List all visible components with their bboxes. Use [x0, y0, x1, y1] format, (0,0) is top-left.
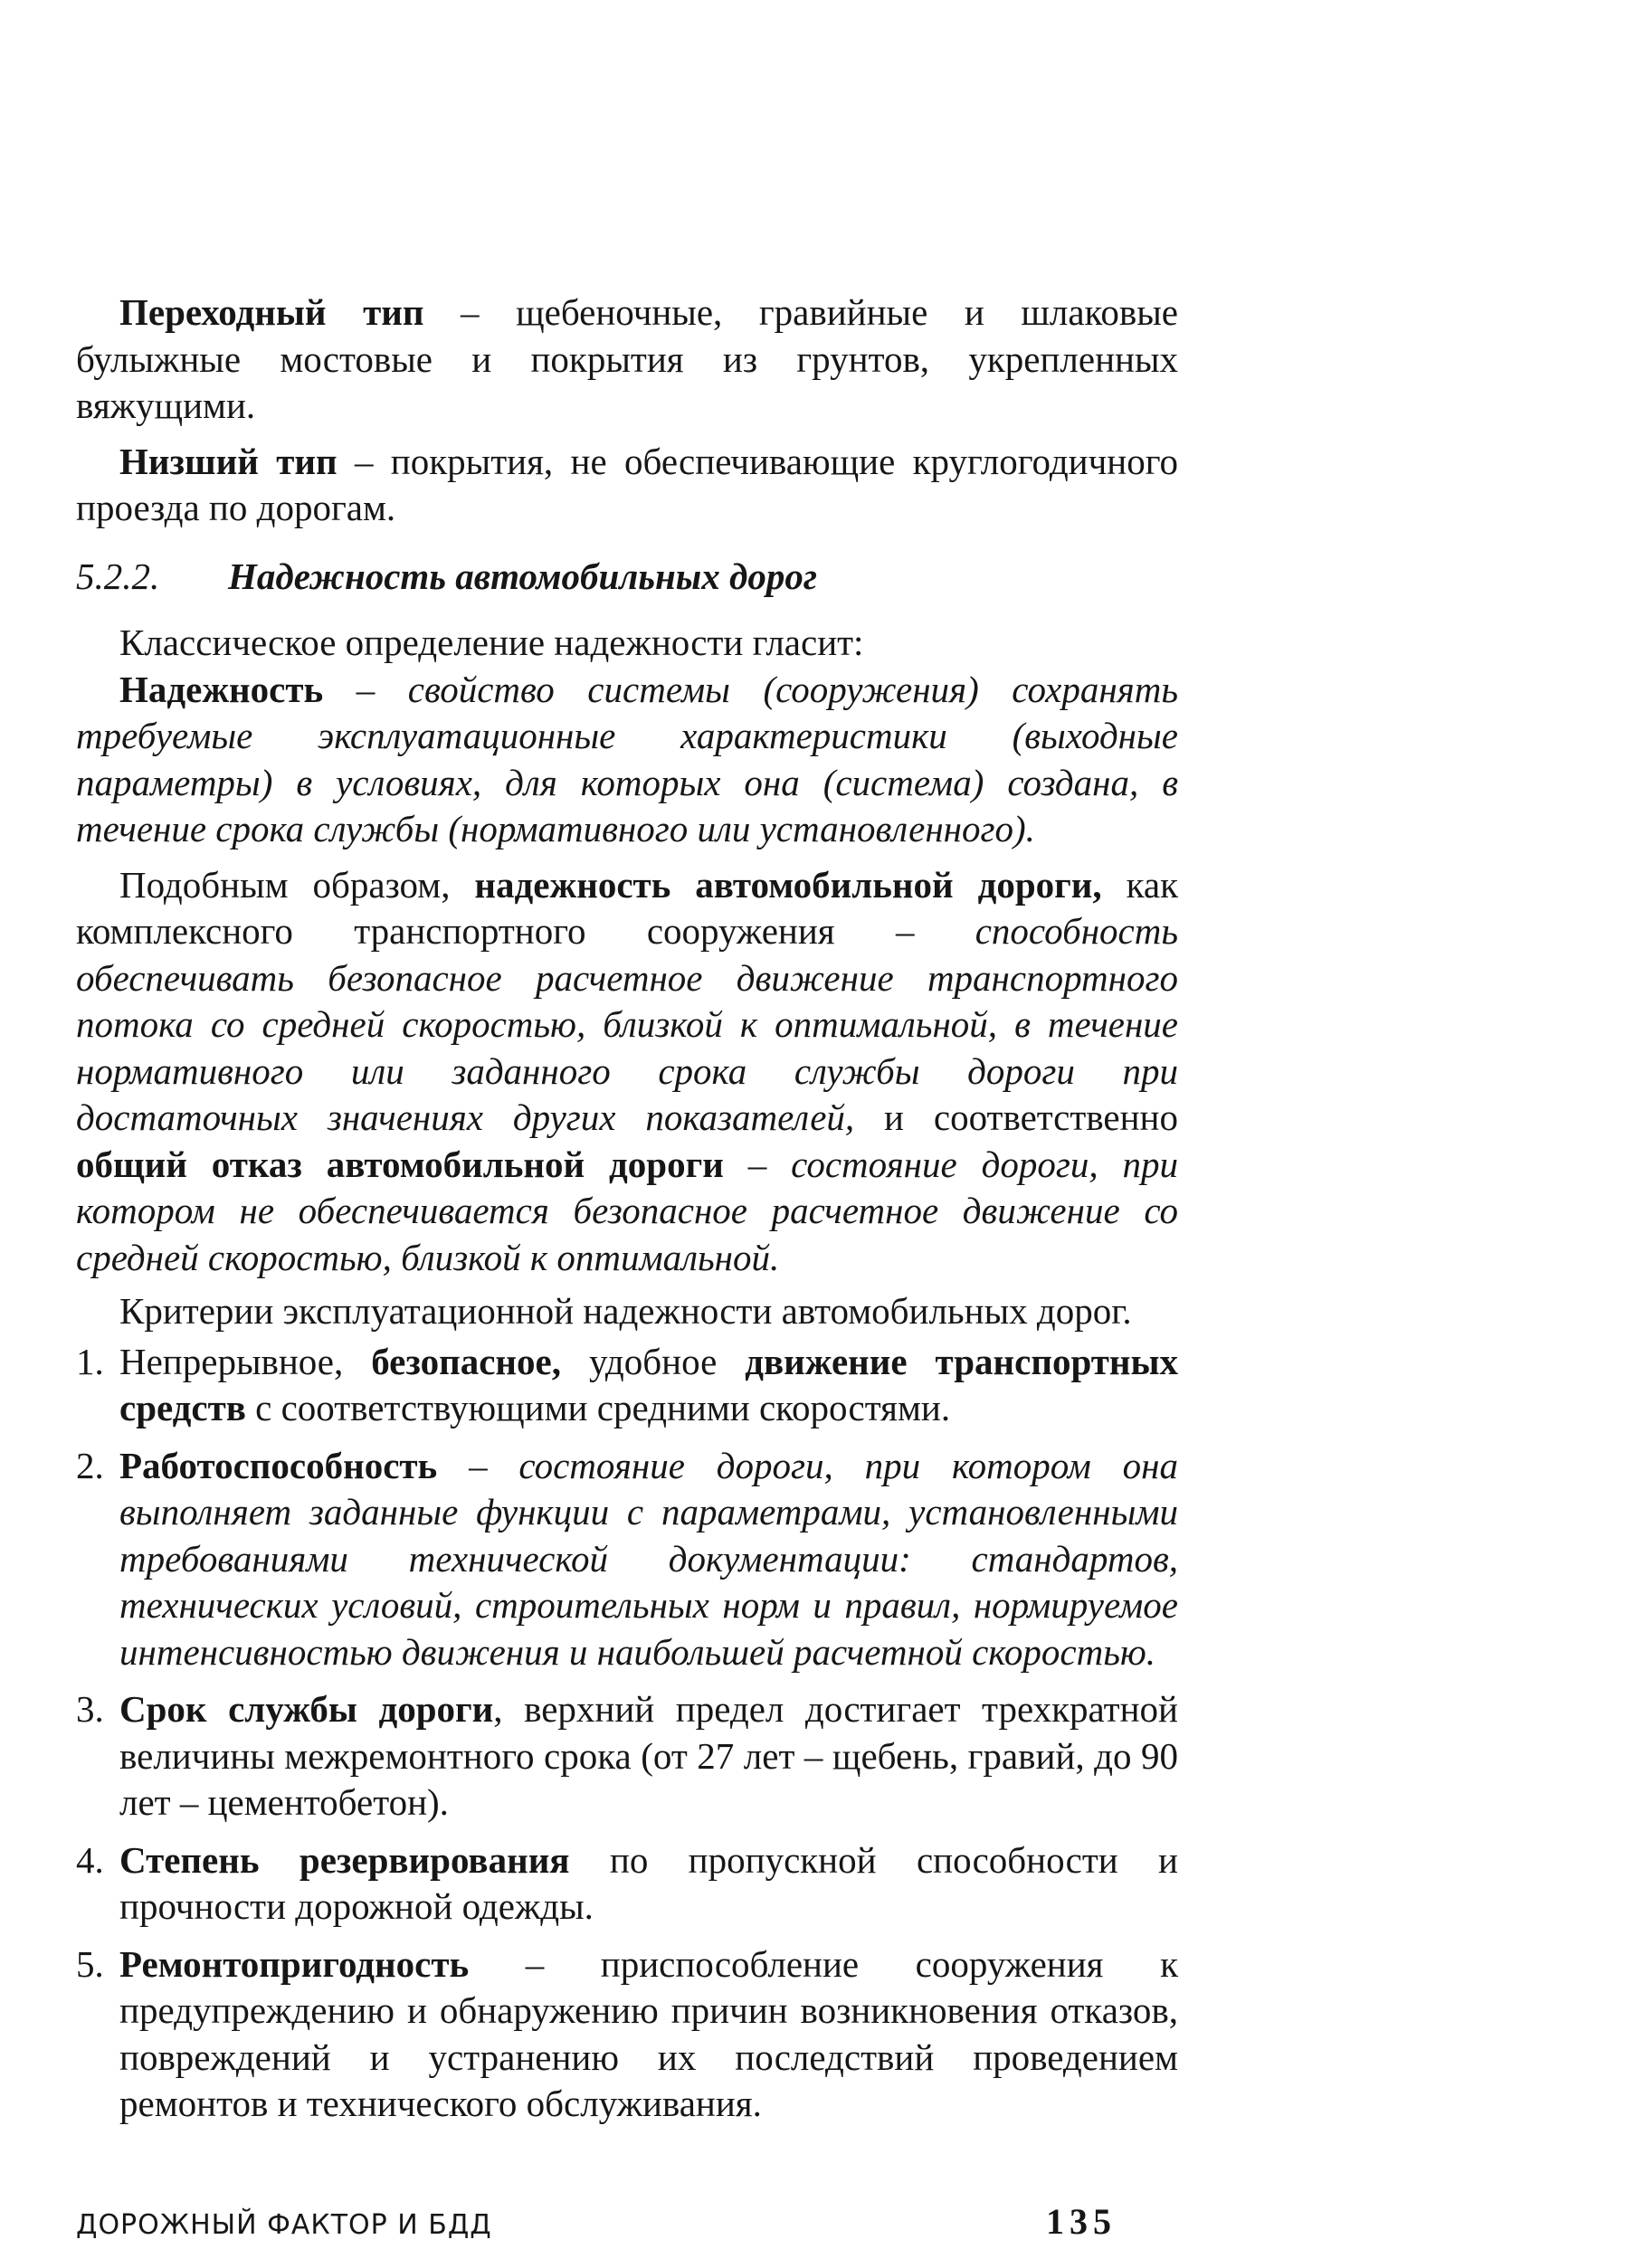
list-number: 2.: [76, 1444, 104, 1486]
text-run: с соответствующими средними скоростями.: [245, 1387, 951, 1428]
operability-definition: состояние дороги, при котором она выполняет заданные функции с параметрами, установленными требованиями технической документации: стандартов, технических условий, строительных норм и правил, нормируемое интенсивностью движения и наибольшей расчетной скоростью.: [119, 1444, 1178, 1673]
section-number: 5.2.2.: [76, 555, 160, 597]
term-redundancy-degree: Степень резервирования: [119, 1838, 570, 1881]
list-number: 1.: [76, 1340, 104, 1382]
paragraph-lowest-type: [76, 439, 1178, 532]
list-item: [76, 1941, 1178, 2128]
paragraph-text: – щебеночные, гравийные и шлаковые булыжные мостовые и покрытия из грунтов, укрепленных вяжущими.: [76, 291, 1178, 426]
criteria-list: [76, 1339, 1178, 2128]
page-footer: [76, 2200, 1117, 2243]
text-run: Непрерывное,: [119, 1340, 372, 1382]
term-service-life: Срок службы дороги: [119, 1688, 494, 1730]
term-road-failure: общий отказ автомобильной дороги: [76, 1143, 724, 1185]
section-heading: [76, 554, 1178, 601]
definition-text: свойство системы (сооружения) сохранять требуемые эксплуатационные характеристики (выходные параметры) в условиях, для которых она (система) создана, в течение срока службы (нормативного или установленного).: [76, 668, 1179, 849]
page-number: 135: [1046, 2201, 1117, 2242]
definition-intro: Классическое определение надежности гласит:: [119, 622, 864, 663]
road-reliability-paragraph: [76, 862, 1178, 1282]
list-number: 4.: [76, 1838, 104, 1881]
section-title: Надежность автомобильных дорог: [228, 555, 817, 597]
page-body: [76, 289, 1178, 2139]
term-road-reliability: надежность автомобильной дороги,: [474, 863, 1102, 906]
list-number: 3.: [76, 1688, 104, 1730]
list-item: [76, 1837, 1178, 1931]
paragraph-text: – покрытия, не обеспечивающие круглогодичного проезда по дорогам.: [76, 440, 1178, 528]
list-number: 5.: [76, 1942, 104, 1985]
term-reliability: Надежность: [119, 668, 324, 710]
paragraph-transitional-type: [76, 289, 1178, 430]
list-item: [76, 1686, 1178, 1827]
running-title: ДОРОЖНЫЙ ФАКТОР И БДД: [76, 2209, 492, 2241]
term-vehicle-movement: движение транспортных средств: [119, 1340, 1178, 1428]
criteria-intro: Критерии эксплуатационной надежности автомобильных дорог.: [119, 1290, 1132, 1332]
text-run: по пропускной способности и прочности дорожной одежды.: [119, 1838, 1178, 1927]
term-lowest-type: Низший тип: [119, 440, 338, 482]
road-failure-definition: состояние дороги, при котором не обеспечивается безопасное расчетное движение со средней скоростью, близкой к оптимальной.: [76, 1143, 1178, 1278]
dash: –: [437, 1444, 519, 1486]
list-item: [76, 1443, 1178, 1676]
term-operability: Работоспособность: [119, 1444, 438, 1486]
dash: –: [323, 668, 408, 710]
term-transitional-type: Переходный тип: [119, 291, 424, 333]
list-item: [76, 1339, 1178, 1432]
text-run: и соответственно: [854, 1096, 1178, 1138]
text-run: , верхний предел достигает трехкратной величины межремонтного срока (от 27 лет – щебень, гравий, до 90 лет – цементобетон).: [119, 1688, 1178, 1823]
dash: –: [723, 1143, 792, 1185]
text-run: удобное: [561, 1340, 746, 1382]
text-run: – приспособление сооружения к предупреждению и обнаружению причин возникновения отказов, повреждений и устранению их последствий проведением ремонтов и технического обслуживания.: [119, 1942, 1178, 2124]
term-maintainability: Ремонтопригодность: [119, 1942, 470, 1985]
term-safe: безопасное,: [371, 1340, 562, 1382]
road-reliability-definition: способность обеспечивать безопасное расчетное движение транспортного потока со средней скоростью, близкой к оптимальной, в течение нормативного или заданного срока службы дороги при достаточных значениях других показателей,: [76, 910, 1178, 1138]
definition-paragraph: [76, 667, 1178, 853]
text-run: как комплексного транспортного сооружения –: [76, 863, 1179, 952]
text-run: Подобным образом,: [119, 863, 475, 906]
